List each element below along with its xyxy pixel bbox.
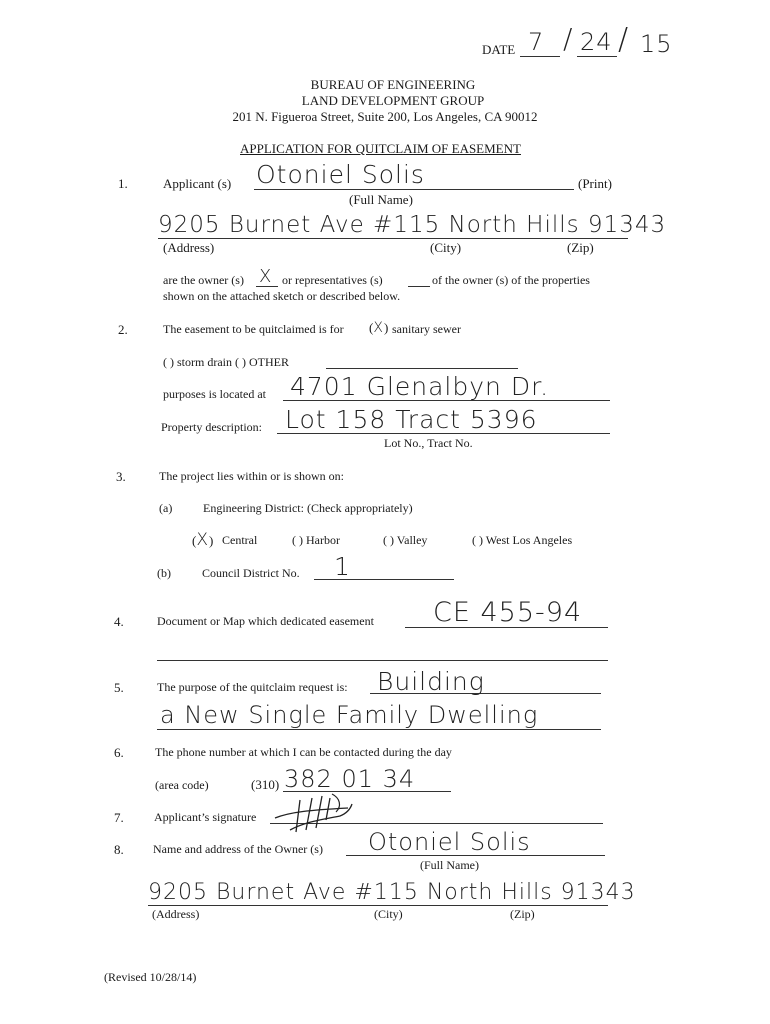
- s8-address-line: [148, 905, 608, 906]
- s8-text: Name and address of the Owner (s): [153, 842, 323, 856]
- revised-date: (Revised 10/28/14): [104, 970, 197, 984]
- s3-valley-option: ( ) Valley: [383, 533, 428, 547]
- s8-name-value: Otoniel Solis: [368, 828, 531, 856]
- s1-address-caption: (Address): [163, 240, 215, 255]
- s5-value2: a New Single Family Dwelling: [160, 701, 539, 729]
- s2-number: 2.: [118, 322, 128, 337]
- date-year-value: 15: [640, 30, 673, 58]
- s6-number: 6.: [114, 745, 124, 760]
- s3-a-label: (a): [159, 501, 173, 515]
- s5-text: The purpose of the quitclaim request is:: [157, 680, 348, 694]
- s8-number: 8.: [114, 842, 124, 857]
- s7-text: Applicant’s signature: [154, 810, 257, 824]
- s8-address-value: 9205 Burnet Ave #115 North Hills 91343: [148, 880, 636, 905]
- s3-number: 3.: [116, 469, 126, 484]
- s2-lot-caption: Lot No., Tract No.: [384, 436, 473, 450]
- s1-number: 1.: [118, 176, 128, 191]
- s2-property-label: Property description:: [161, 420, 262, 434]
- s2-located-value: 4701 Glenalbyn Dr.: [290, 372, 550, 401]
- s1-owner-text-d: shown on the attached sketch or described below.: [163, 289, 401, 303]
- date-slash-1: /: [563, 22, 574, 55]
- s8-address-caption: (Address): [152, 907, 200, 921]
- s3-b-label: (b): [157, 566, 171, 580]
- s3-text: The project lies within or is shown on:: [159, 469, 344, 483]
- s7-number: 7.: [114, 810, 124, 825]
- s1-owner-text-b: or representatives (s): [282, 273, 383, 287]
- s1-address-line: [158, 238, 628, 239]
- s5-line2: [157, 729, 601, 730]
- s6-area-label: (area code): [155, 778, 209, 792]
- s4-value: CE 455-94: [433, 597, 583, 628]
- s2-sanitary-mark: X: [373, 320, 384, 336]
- s1-owner-mark: X: [259, 266, 273, 287]
- date-month-line: [520, 56, 560, 57]
- s1-city-caption: (City): [430, 240, 462, 255]
- s3-central-paren: (X): [192, 530, 214, 550]
- s8-zip-caption: (Zip): [510, 907, 535, 921]
- date-month-value: 7: [528, 28, 545, 56]
- s2-sanitary-paren: (X): [369, 320, 389, 336]
- org-line1: BUREAU OF ENGINEERING: [310, 77, 476, 92]
- s1-owner-text-a: are the owner (s): [163, 273, 244, 287]
- s1-zip-caption: (Zip): [567, 240, 594, 255]
- s1-print-label: (Print): [578, 176, 612, 191]
- s3-b-text: Council District No.: [202, 566, 300, 580]
- date-slash-2: /: [618, 22, 630, 57]
- s6-area-value: (310): [251, 777, 280, 792]
- date-day-value: 24: [580, 28, 613, 56]
- s2-other-line: [326, 368, 518, 369]
- s3-harbor-option: ( ) Harbor: [292, 533, 340, 547]
- s4-extra-line: [157, 660, 608, 661]
- s2-storm-label: ( ) storm drain ( ) OTHER: [163, 355, 289, 369]
- form-title: APPLICATION FOR QUITCLAIM OF EASEMENT: [240, 141, 521, 156]
- s2-sanitary-label: sanitary sewer: [392, 322, 461, 336]
- s6-phone-value: 382 01 34: [284, 765, 416, 793]
- s1-applicant-label: Applicant (s): [163, 176, 232, 191]
- org-line2: LAND DEVELOPMENT GROUP: [301, 93, 485, 108]
- s2-text: The easement to be quitclaimed is for: [163, 322, 344, 336]
- s3-central-mark: X: [196, 530, 209, 550]
- date-label: DATE: [482, 42, 516, 57]
- s3-a-text: Engineering District: (Check appropriately): [203, 501, 413, 515]
- s1-rep-line: [408, 286, 430, 287]
- date-day-line: [577, 56, 617, 57]
- s1-full-name-caption: (Full Name): [349, 192, 413, 207]
- s5-value1: Building: [377, 667, 485, 696]
- s3-west-option: ( ) West Los Angeles: [472, 533, 573, 547]
- s1-owner-text-c: of the owner (s) of the properties: [432, 273, 590, 287]
- s4-text: Document or Map which dedicated easement: [157, 614, 374, 628]
- s8-city-caption: (City): [374, 907, 403, 921]
- s1-name-line: [254, 189, 574, 190]
- s3-central-label: Central: [222, 533, 258, 547]
- s6-text: The phone number at which I can be contacted during the day: [155, 745, 452, 759]
- s1-name-value: Otoniel Solis: [256, 160, 425, 189]
- applicant-signature: [270, 790, 360, 835]
- s2-located-label: purposes is located at: [163, 387, 266, 401]
- s3-council-value: 1: [334, 552, 351, 581]
- s8-full-name-caption: (Full Name): [420, 858, 479, 872]
- s4-number: 4.: [114, 614, 124, 629]
- s2-property-value: Lot 158 Tract 5396: [285, 405, 538, 434]
- s5-number: 5.: [114, 680, 124, 695]
- org-address: 201 N. Figueroa Street, Suite 200, Los Angeles, CA 90012: [232, 109, 538, 124]
- s1-address-value: 9205 Burnet Ave #115 North Hills 91343: [158, 212, 667, 238]
